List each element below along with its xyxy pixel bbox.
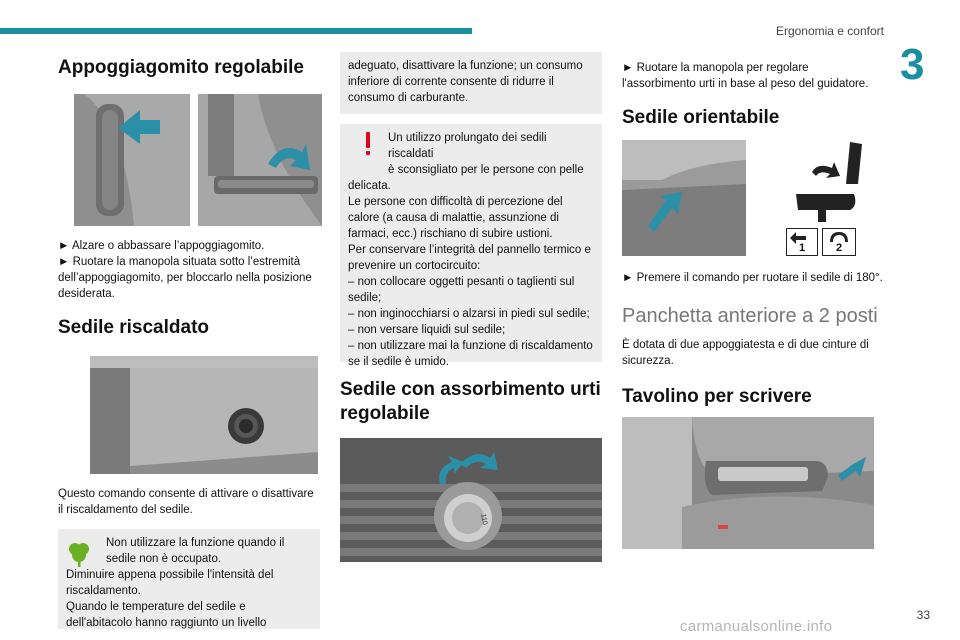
armrest-photo-up: [74, 94, 190, 226]
warning-bullet-2: – non inginocchiarsi o alzarsi in piedi sul sedile;: [348, 308, 590, 320]
armrest-step-1: ► Alzare o abbassare l’appoggiagomito.: [58, 240, 265, 252]
warning-bullet-1: – non collocare oggetti pesanti o taglienti sul sedile;: [348, 276, 575, 304]
eco-note-line-3: Diminuire appena possibile l'intensità del riscaldamento.: [66, 569, 274, 597]
page-number: 33: [916, 608, 930, 622]
leaf-eco-icon: [68, 541, 90, 567]
warning-line-5: Per conservare l’integrità del pannello termico e prevenire un cortocircuito:: [348, 244, 591, 272]
knob-scale-label: 110: [479, 513, 489, 526]
exclamation-warning-icon: [364, 132, 372, 156]
armrest-illustration: [74, 94, 318, 226]
chapter-number: 3: [900, 40, 925, 89]
armrest-step-2: ► Ruotare la manopola situata sotto l’estremità dell’appoggiagomito, per bloccarlo nella posizione desiderata.: [58, 256, 312, 300]
watermark: carmanualsonline.info: [680, 618, 833, 635]
swivel-button-2-label: 2: [836, 242, 843, 254]
armrest-photo-knob: [198, 94, 322, 226]
armrest-heading: Appoggiagomito regolabile: [58, 57, 304, 78]
warning-line-3: delicata.: [348, 180, 391, 192]
bench-seat-heading: Panchetta anteriore a 2 posti: [622, 305, 878, 327]
eco-note-continuation: adeguato, disattivare la funzione; un consumo inferiore di corrente consente di ridurre il consumo di carburante.: [348, 60, 583, 104]
warning-bullet-3: – non versare liquidi sul sedile;: [348, 324, 506, 336]
eco-note-continued: [340, 52, 602, 114]
shock-seat-instruction: ► Ruotare la manopola per regolare l'assorbimento urti in base al peso del guidatore.: [622, 62, 869, 90]
eco-note-line-4: Quando le temperature del sedile e dell'abitacolo hanno raggiunto un livello: [66, 601, 267, 629]
seat-back-icon: [846, 142, 862, 184]
warning-line-1: Un utilizzo prolungato dei sedili riscaldati: [388, 132, 547, 160]
warning-line-4: Le persone con difficoltà di percezione del calore (a causa di malattie, assunzione di farmaci, ecc.) rischiano di subire ustioni.: [348, 196, 563, 240]
swivel-seat-illustration: [622, 140, 884, 256]
heated-seat-heading: Sedile riscaldato: [58, 317, 210, 338]
swivel-button-2: [822, 228, 856, 256]
swivel-seat-diagram: [788, 140, 868, 260]
heated-seat-photo: [90, 356, 318, 474]
header-accent-bar: [0, 28, 472, 34]
warning-note: [340, 124, 602, 368]
swivel-seat-photo: [622, 140, 746, 256]
eco-note-line-2: sedile non è occupato.: [106, 553, 222, 565]
shock-seat-photo: [340, 438, 602, 562]
writing-table-photo: [622, 417, 874, 549]
swivel-seat-instruction: ► Premere il comando per ruotare il sedile di 180°.: [622, 272, 883, 284]
swivel-button-1: [786, 228, 818, 256]
swivel-button-1-label: 1: [799, 242, 806, 254]
column-3: [622, 52, 884, 549]
bench-seat-description: È dotata di due appoggiatesta e di due cinture di sicurezza.: [622, 339, 869, 367]
heated-seat-description: Questo comando consente di attivare o disattivare il riscaldamento del sedile.: [58, 488, 314, 516]
swivel-seat-heading: Sedile orientabile: [622, 107, 780, 128]
warning-line-2: è sconsigliato per le persone con pelle: [388, 164, 584, 176]
column-1: [58, 52, 320, 629]
section-title: Ergonomia e confort: [775, 24, 884, 38]
column-2: [340, 52, 602, 562]
eco-note: [58, 529, 320, 629]
warning-bullet-4: – non utilizzare mai la funzione di riscaldamento se il sedile è umido.: [348, 340, 593, 368]
shock-seat-heading: Sedile con assorbimento urti regolabile: [340, 379, 601, 424]
rotate-arrow-icon: [812, 162, 840, 178]
eco-note-line-1: Non utilizzare la funzione quando il: [106, 537, 285, 549]
writing-table-heading: Tavolino per scrivere: [622, 386, 812, 407]
